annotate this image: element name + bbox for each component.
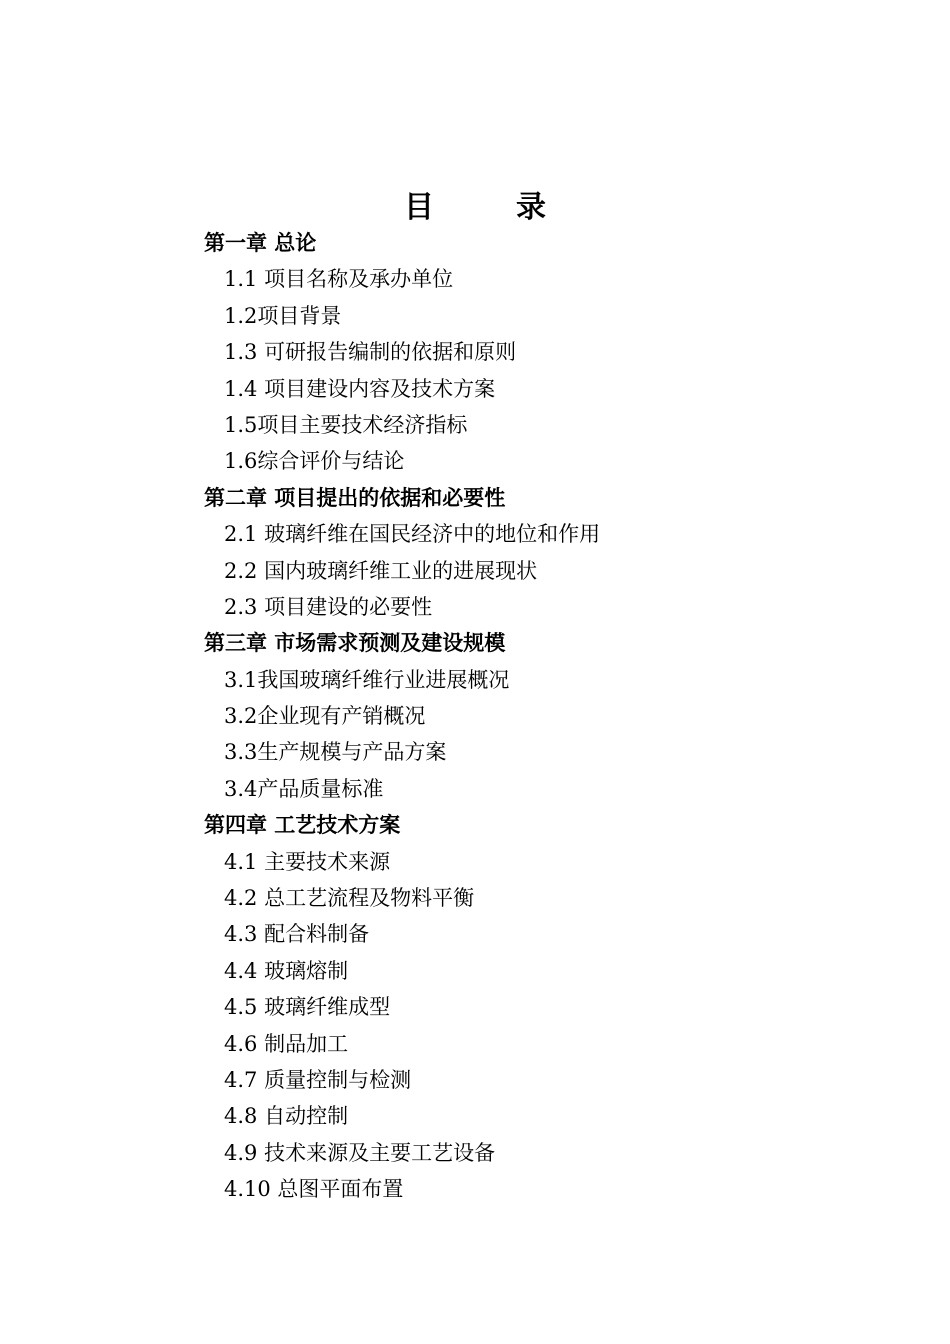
toc-section-entry[interactable]: 3.1我国玻璃纤维行业进展概况 [224,667,510,692]
toc-chapter-entry[interactable]: 第一章 总论 [204,231,317,255]
toc-title: 目 录 [404,190,572,225]
toc-section-entry[interactable]: 1.2项目背景 [224,303,342,328]
toc-section-entry[interactable]: 3.3生产规模与产品方案 [224,740,447,765]
toc-section-entry[interactable]: 4.5 玻璃纤维成型 [224,995,391,1020]
toc-section-entry[interactable]: 4.9 技术来源及主要工艺设备 [224,1140,496,1165]
toc-section-entry[interactable]: 3.4产品质量标准 [224,776,384,801]
toc-section-entry[interactable]: 4.2 总工艺流程及物料平衡 [224,886,475,911]
toc-section-entry[interactable]: 4.6 制品加工 [224,1031,349,1056]
toc-section-entry[interactable]: 1.4 项目建设内容及技术方案 [224,376,496,401]
toc-section-entry[interactable]: 2.2 国内玻璃纤维工业的进展现状 [224,558,538,583]
toc-section-entry[interactable]: 2.3 项目建设的必要性 [224,594,433,619]
toc-section-entry[interactable]: 4.10 总图平面布置 [224,1177,404,1202]
toc-chapter-entry[interactable]: 第二章 项目提出的依据和必要性 [204,485,506,510]
toc-section-entry[interactable]: 1.3 可研报告编制的依据和原则 [224,340,517,365]
toc-section-entry[interactable]: 4.1 主要技术来源 [224,849,391,874]
toc-section-entry[interactable]: 4.4 玻璃熔制 [224,958,349,983]
toc-section-entry[interactable]: 1.6综合评价与结论 [224,449,405,474]
toc-chapter-entry[interactable]: 第三章 市场需求预测及建设规模 [204,631,506,656]
toc-chapter-entry[interactable]: 第四章 工艺技术方案 [204,813,401,838]
toc-list [204,225,904,1208]
toc-section-entry[interactable]: 2.1 玻璃纤维在国民经济中的地位和作用 [224,522,601,547]
toc-section-entry[interactable]: 1.1 项目名称及承办单位 [224,267,454,292]
toc-section-entry[interactable]: 3.2企业现有产销概况 [224,704,426,729]
toc-section-entry[interactable]: 4.7 质量控制与检测 [224,1067,412,1092]
toc-section-entry[interactable]: 4.3 配合料制备 [224,922,370,947]
toc-section-entry[interactable]: 4.8 自动控制 [224,1104,349,1129]
toc-section-entry[interactable]: 1.5项目主要技术经济指标 [224,412,468,437]
